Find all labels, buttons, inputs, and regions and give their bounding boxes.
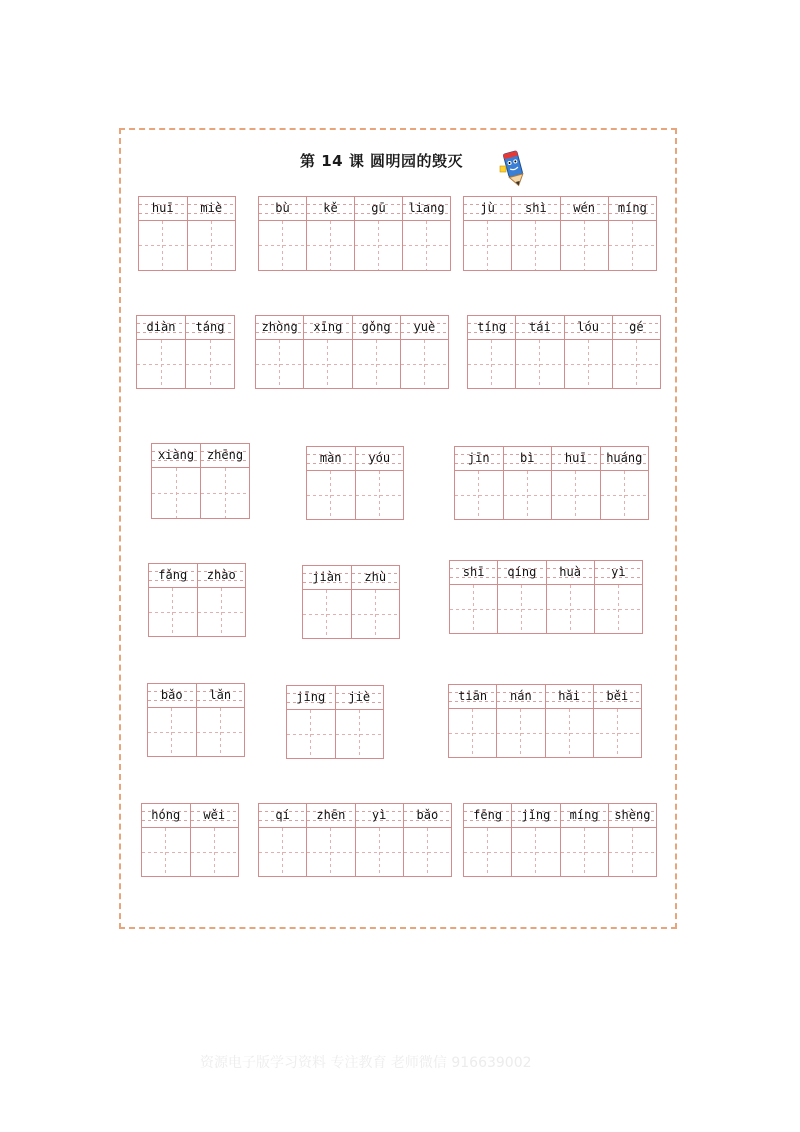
pinyin-text: jù [480, 201, 495, 215]
character-cell[interactable] [256, 316, 304, 388]
pinyin-line [464, 197, 511, 221]
tianzige-writing-box[interactable] [188, 221, 236, 270]
pinyin-text: hǎi [558, 689, 580, 703]
character-cell[interactable] [142, 804, 191, 876]
tianzige-writing-box[interactable] [561, 221, 608, 270]
tianzige-writing-box[interactable] [137, 340, 185, 388]
character-cell[interactable] [594, 685, 641, 757]
pinyin-line [304, 316, 351, 340]
pinyin-line [565, 316, 612, 340]
pinyin-line [197, 684, 245, 708]
character-cell[interactable] [352, 566, 400, 638]
pinyin-line [188, 197, 236, 221]
pinyin-text: gǒng [361, 320, 391, 334]
tianzige-writing-box[interactable] [565, 340, 612, 388]
tianzige-writing-box[interactable] [303, 590, 351, 638]
character-cell[interactable] [259, 197, 307, 270]
pinyin-line [552, 447, 600, 471]
pinyin-text: zhēng [206, 448, 244, 462]
pinyin-text: huà [559, 565, 581, 579]
character-cell[interactable] [565, 316, 613, 388]
character-cell[interactable] [404, 804, 451, 876]
pinyin-line [307, 197, 354, 221]
pinyin-text: liang [408, 201, 445, 215]
character-cell[interactable] [307, 197, 355, 270]
character-cell[interactable] [355, 197, 403, 270]
pinyin-line [547, 561, 594, 585]
pinyin-line [142, 804, 190, 828]
pinyin-text: gū [371, 201, 386, 215]
pinyin-line [201, 444, 249, 468]
character-cell[interactable] [450, 561, 498, 633]
pinyin-line [561, 804, 608, 828]
pinyin-grid-group [454, 446, 649, 520]
character-cell[interactable] [504, 447, 553, 519]
character-cell[interactable] [188, 197, 236, 270]
character-cell[interactable] [403, 197, 450, 270]
pinyin-grid-group [302, 565, 400, 639]
pinyin-grid-group [255, 315, 449, 389]
pinyin-line [336, 686, 384, 710]
character-cell[interactable] [547, 561, 595, 633]
character-cell[interactable] [546, 685, 594, 757]
character-cell[interactable] [561, 804, 609, 876]
pinyin-text: táng [195, 320, 225, 334]
pinyin-line [353, 316, 400, 340]
tianzige-writing-box[interactable] [497, 709, 544, 757]
character-cell[interactable] [137, 316, 186, 388]
pinyin-line [198, 564, 246, 588]
tianzige-writing-box[interactable] [455, 471, 503, 519]
pinyin-line [148, 684, 196, 708]
character-cell[interactable] [497, 685, 545, 757]
pinyin-line [450, 561, 497, 585]
tianzige-writing-box[interactable] [546, 709, 593, 757]
tianzige-writing-box[interactable] [609, 828, 656, 876]
character-cell[interactable] [201, 444, 249, 518]
pinyin-text: qíng [507, 565, 537, 579]
pinyin-text: shì [525, 201, 547, 215]
pinyin-line [191, 804, 239, 828]
pinyin-line [546, 685, 593, 709]
pinyin-text: shī [462, 565, 485, 579]
character-cell[interactable] [609, 197, 656, 270]
pinyin-line [512, 804, 559, 828]
pinyin-text: yì [371, 808, 387, 822]
pinyin-text: màn [319, 451, 342, 465]
pinyin-line [498, 561, 545, 585]
pinyin-line [561, 197, 608, 221]
pinyin-line [259, 804, 306, 828]
pinyin-text: tíng [477, 320, 507, 334]
pinyin-text: yóu [368, 451, 391, 465]
tianzige-writing-box[interactable] [464, 828, 511, 876]
pinyin-text: huī [151, 201, 174, 215]
tianzige-writing-box[interactable] [139, 221, 187, 270]
pinyin-line [497, 685, 544, 709]
page-title: 第 14 课 圆明园的毁灭 [300, 152, 464, 170]
tianzige-writing-box[interactable] [401, 340, 448, 388]
tianzige-writing-box[interactable] [201, 468, 249, 518]
pinyin-line [595, 561, 642, 585]
tianzige-writing-box[interactable] [259, 828, 306, 876]
tianzige-writing-box[interactable] [403, 221, 450, 270]
pinyin-text: shèng [614, 808, 651, 822]
character-cell[interactable] [601, 447, 649, 519]
character-cell[interactable] [464, 804, 512, 876]
character-cell[interactable] [356, 447, 404, 519]
tianzige-writing-box[interactable] [198, 588, 246, 636]
tianzige-writing-box[interactable] [552, 471, 600, 519]
pinyin-grid-group [138, 196, 236, 271]
pinyin-line [594, 685, 641, 709]
character-cell[interactable] [561, 197, 609, 270]
pinyin-grid-group [463, 196, 657, 271]
pinyin-text: xīng [313, 320, 343, 334]
pinyin-line [601, 447, 649, 471]
pinyin-line [504, 447, 552, 471]
character-cell[interactable] [595, 561, 642, 633]
pinyin-text: jiàn [312, 570, 342, 584]
pinyin-text: tái [529, 320, 551, 334]
tianzige-writing-box[interactable] [353, 340, 400, 388]
tianzige-writing-box[interactable] [356, 471, 404, 519]
pinyin-text: fǎng [158, 568, 188, 582]
character-cell[interactable] [498, 561, 546, 633]
pinyin-text: qí [275, 808, 290, 822]
pinyin-text: míng [569, 808, 599, 822]
character-cell[interactable] [191, 804, 239, 876]
character-cell[interactable] [307, 804, 355, 876]
pinyin-text: zhòng [261, 320, 298, 334]
pinyin-line [152, 444, 200, 468]
pinyin-grid-group [151, 443, 250, 519]
tianzige-writing-box[interactable] [512, 828, 559, 876]
pinyin-line [307, 447, 355, 471]
pinyin-text: huáng [606, 451, 643, 465]
pinyin-text: huī [564, 451, 587, 465]
pinyin-text: běi [606, 689, 629, 703]
tianzige-writing-box[interactable] [594, 709, 641, 757]
character-cell[interactable] [307, 447, 356, 519]
pinyin-text: lǎn [209, 688, 232, 702]
tianzige-writing-box[interactable] [404, 828, 451, 876]
pinyin-line [401, 316, 448, 340]
pinyin-text: jīng [296, 690, 326, 704]
tianzige-writing-box[interactable] [601, 471, 649, 519]
pinyin-line [455, 447, 503, 471]
tianzige-writing-box[interactable] [356, 828, 403, 876]
tianzige-writing-box[interactable] [464, 221, 511, 270]
character-cell[interactable] [516, 316, 564, 388]
pinyin-grid-group [306, 446, 404, 520]
pinyin-line [356, 804, 403, 828]
pinyin-line [139, 197, 187, 221]
pinyin-line [186, 316, 234, 340]
pinyin-text: gé [629, 320, 644, 334]
pinyin-line [287, 686, 335, 710]
pinyin-text: jiè [348, 690, 371, 704]
pinyin-text: lóu [577, 320, 599, 334]
character-cell[interactable] [512, 197, 560, 270]
character-cell[interactable] [139, 197, 188, 270]
pinyin-line [512, 197, 559, 221]
watermark-text: 资源电子版学习资料 专注教育 老师微信 916639002 [200, 1055, 532, 1071]
character-cell[interactable] [356, 804, 404, 876]
pinyin-line [355, 197, 402, 221]
character-cell[interactable] [552, 447, 601, 519]
tianzige-writing-box[interactable] [287, 710, 335, 758]
tianzige-writing-box[interactable] [450, 585, 497, 633]
character-cell[interactable] [304, 316, 352, 388]
pinyin-grid-group [147, 683, 245, 757]
character-cell[interactable] [353, 316, 401, 388]
pinyin-text: miè [200, 201, 223, 215]
character-cell[interactable] [336, 686, 384, 758]
pinyin-text: fēng [473, 808, 503, 822]
character-cell[interactable] [464, 197, 512, 270]
pinyin-grid-group [449, 560, 643, 634]
pinyin-grid-group [467, 315, 661, 389]
tianzige-writing-box[interactable] [613, 340, 660, 388]
pinyin-text: tiān [458, 689, 488, 703]
pinyin-line [516, 316, 563, 340]
pinyin-line [403, 197, 450, 221]
pinyin-text: kě [323, 201, 338, 215]
pinyin-text: zhù [364, 570, 387, 584]
pinyin-grid-group [448, 684, 642, 758]
pinyin-grid-group [136, 315, 235, 389]
tianzige-writing-box[interactable] [304, 340, 351, 388]
pinyin-text: zhēn [316, 808, 346, 822]
pinyin-grid-group [148, 563, 246, 637]
tianzige-writing-box[interactable] [307, 221, 354, 270]
pinyin-text: diàn [146, 320, 176, 334]
tianzige-writing-box[interactable] [595, 585, 642, 633]
tianzige-writing-box[interactable] [148, 708, 196, 756]
character-cell[interactable] [152, 444, 201, 518]
pinyin-text: wén [573, 201, 595, 215]
tianzige-writing-box[interactable] [259, 221, 306, 270]
pinyin-grid-group [463, 803, 657, 877]
pinyin-line [609, 804, 656, 828]
character-cell[interactable] [449, 685, 497, 757]
pinyin-line [307, 804, 354, 828]
pinyin-text: jǐng [521, 808, 551, 822]
pinyin-text: yì [611, 565, 626, 579]
tianzige-writing-box[interactable] [186, 340, 234, 388]
character-cell[interactable] [197, 684, 245, 756]
character-cell[interactable] [287, 686, 336, 758]
tianzige-writing-box[interactable] [449, 709, 496, 757]
pinyin-line [356, 447, 404, 471]
pinyin-text: míng [617, 201, 647, 215]
pinyin-grid-group [258, 803, 452, 877]
tianzige-writing-box[interactable] [191, 828, 239, 876]
character-cell[interactable] [148, 684, 197, 756]
pinyin-text: yuè [413, 320, 436, 334]
pinyin-grid-group [141, 803, 239, 877]
pinyin-line [464, 804, 511, 828]
tianzige-writing-box[interactable] [516, 340, 563, 388]
character-cell[interactable] [512, 804, 560, 876]
character-cell[interactable] [468, 316, 516, 388]
pinyin-line [256, 316, 303, 340]
character-cell[interactable] [186, 316, 234, 388]
pinyin-text: nán [510, 689, 532, 703]
pinyin-line [404, 804, 451, 828]
pinyin-text: xiàng [157, 448, 195, 462]
tianzige-writing-box[interactable] [256, 340, 303, 388]
pinyin-line [609, 197, 656, 221]
tianzige-writing-box[interactable] [307, 828, 354, 876]
character-cell[interactable] [259, 804, 307, 876]
pinyin-line [149, 564, 197, 588]
pinyin-line [303, 566, 351, 590]
tianzige-writing-box[interactable] [504, 471, 552, 519]
pinyin-grid-group [286, 685, 384, 759]
pinyin-line [259, 197, 306, 221]
tianzige-writing-box[interactable] [512, 221, 559, 270]
tianzige-writing-box[interactable] [561, 828, 608, 876]
pinyin-text: bǎo [160, 688, 183, 702]
character-cell[interactable] [303, 566, 352, 638]
character-cell[interactable] [198, 564, 246, 636]
pinyin-line [449, 685, 496, 709]
character-cell[interactable] [613, 316, 660, 388]
pencil-mascot-icon [498, 148, 530, 188]
tianzige-writing-box[interactable] [142, 828, 190, 876]
pinyin-text: bǎo [416, 808, 439, 822]
pinyin-line [468, 316, 515, 340]
character-cell[interactable] [149, 564, 198, 636]
pinyin-text: bù [275, 201, 290, 215]
tianzige-writing-box[interactable] [336, 710, 384, 758]
tianzige-writing-box[interactable] [609, 221, 656, 270]
pinyin-text: hóng [151, 808, 181, 822]
pinyin-line [352, 566, 400, 590]
tianzige-writing-box[interactable] [355, 221, 402, 270]
tianzige-writing-box[interactable] [149, 588, 197, 636]
tianzige-writing-box[interactable] [152, 468, 200, 518]
tianzige-writing-box[interactable] [197, 708, 245, 756]
tianzige-writing-box[interactable] [468, 340, 515, 388]
pinyin-text: bì [520, 451, 535, 465]
tianzige-writing-box[interactable] [498, 585, 545, 633]
tianzige-writing-box[interactable] [307, 471, 355, 519]
pinyin-line [137, 316, 185, 340]
character-cell[interactable] [455, 447, 504, 519]
pinyin-line [613, 316, 660, 340]
pinyin-text: zhào [206, 568, 236, 582]
character-cell[interactable] [609, 804, 656, 876]
pinyin-text: wěi [203, 808, 226, 822]
character-cell[interactable] [401, 316, 448, 388]
pinyin-text: jīn [467, 451, 490, 465]
tianzige-writing-box[interactable] [547, 585, 594, 633]
pinyin-grid-group [258, 196, 451, 271]
tianzige-writing-box[interactable] [352, 590, 400, 638]
